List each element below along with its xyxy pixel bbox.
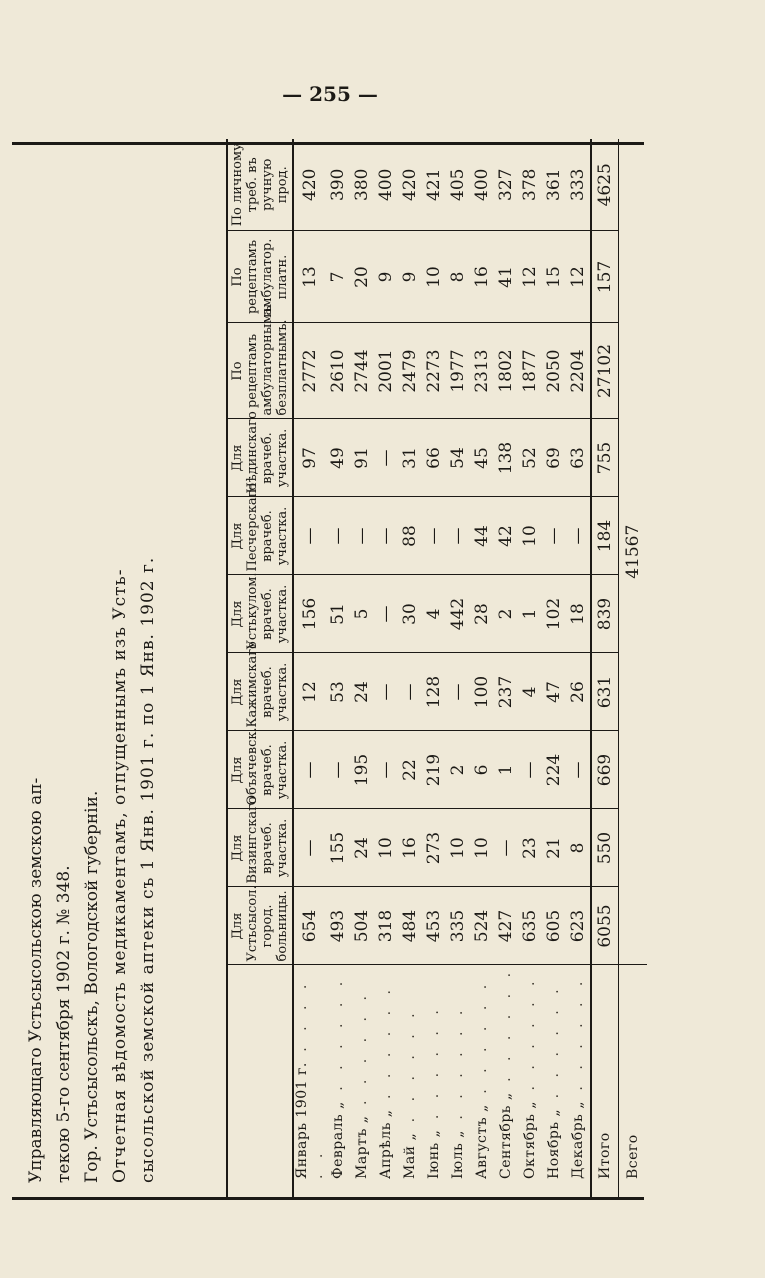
table-row [422, 139, 446, 1197]
value-cell: 9 [398, 231, 422, 323]
value-cell: — [566, 497, 591, 575]
value-cell: 10 [374, 809, 398, 887]
month-label: Декабрь „ [570, 1101, 586, 1179]
value-cell: 1977 [446, 323, 470, 419]
value-cell: 66 [422, 419, 446, 497]
column-header: Для Песчерскаго врачеб. участка. [228, 497, 293, 575]
value-cell: 28 [470, 575, 494, 653]
table-header-row [228, 139, 293, 1197]
value-cell: 24 [350, 809, 374, 887]
value-cell: 31 [398, 419, 422, 497]
value-cell: 361 [542, 139, 566, 231]
value-cell: 10 [518, 497, 542, 575]
grand-total-row [619, 139, 648, 1197]
value-cell: 22 [398, 731, 422, 809]
value-cell: — [446, 653, 470, 731]
value-cell: 400 [470, 139, 494, 231]
value-cell: 47 [542, 653, 566, 731]
column-header: Для Нѣдинскаго врачеб. участка. [228, 419, 293, 497]
month-cell [470, 965, 494, 1197]
value-cell: 16 [470, 231, 494, 323]
month-label: Сентябрь „ [498, 1092, 514, 1179]
month-label: Октябрь „ [522, 1100, 538, 1179]
value-cell: 54 [446, 419, 470, 497]
table-row [566, 139, 591, 1197]
month-cell [326, 965, 350, 1197]
header-line-5: сысольской земской аптеки съ 1 Янв. 1901 г. по 1 Янв. 1902 г. [138, 556, 158, 1183]
month-cell [293, 965, 326, 1197]
value-cell: — [350, 497, 374, 575]
month-cell [398, 965, 422, 1197]
value-cell: 63 [566, 419, 591, 497]
value-cell: 100 [470, 653, 494, 731]
column-header: По рецептамъ амбулатор. платн. [228, 231, 293, 323]
table-body [293, 139, 647, 1197]
value-cell: 18 [566, 575, 591, 653]
value-cell: 427 [494, 887, 518, 965]
value-cell: 13 [293, 231, 326, 323]
value-cell: — [374, 731, 398, 809]
value-cell: 195 [350, 731, 374, 809]
month-cell [374, 965, 398, 1197]
value-cell: — [494, 809, 518, 887]
leader-dots: . . . . . . [354, 990, 370, 1116]
value-cell: 420 [398, 139, 422, 231]
month-cell [566, 965, 591, 1197]
value-cell: — [566, 731, 591, 809]
month-label: Іюнь „ [426, 1129, 442, 1179]
column-header: По рецептамъ амбулаторнымъ безплатнымъ. [228, 323, 293, 419]
value-cell: 237 [494, 653, 518, 731]
value-cell: — [374, 419, 398, 497]
value-cell: 42 [494, 497, 518, 575]
value-cell: 420 [293, 139, 326, 231]
column-header: Для Устькулом. врачеб. участка. [228, 575, 293, 653]
value-cell: 45 [470, 419, 494, 497]
value-cell: 97 [293, 419, 326, 497]
value-cell: 24 [350, 653, 374, 731]
value-cell: 4 [422, 575, 446, 653]
value-cell: 12 [566, 231, 591, 323]
value-cell: 453 [422, 887, 446, 965]
value-cell: 623 [566, 887, 591, 965]
month-label: Мартъ „ [354, 1115, 370, 1179]
value-cell: 2050 [542, 323, 566, 419]
value-cell: 2313 [470, 323, 494, 419]
leader-dots: . . . . . . [294, 978, 326, 1179]
leader-dots: . . . . . . [570, 975, 586, 1102]
total-label: Итого [591, 965, 619, 1197]
table-row [398, 139, 422, 1197]
header-line-1: Управляющаго Устьсысольскою земскою ап- [26, 777, 46, 1183]
value-cell: 7 [326, 231, 350, 323]
table-row [518, 139, 542, 1197]
value-cell: 128 [422, 653, 446, 731]
leader-dots: . . . . . . [426, 1004, 442, 1130]
table-row [293, 139, 326, 1197]
total-value-cell: 157 [591, 231, 619, 323]
value-cell: — [542, 497, 566, 575]
value-cell: 12 [293, 653, 326, 731]
column-header: По личному треб. въ ручную прод. [228, 139, 293, 231]
value-cell: 605 [542, 887, 566, 965]
value-cell: 224 [542, 731, 566, 809]
value-cell: 2 [494, 575, 518, 653]
table-row [350, 139, 374, 1197]
value-cell: — [374, 497, 398, 575]
month-label: Январь 1901 г. [294, 1062, 310, 1179]
value-cell: — [293, 497, 326, 575]
month-label: Апрѣль „ [378, 1109, 394, 1179]
table-row [374, 139, 398, 1197]
total-value-cell: 631 [591, 653, 619, 731]
value-cell: 69 [542, 419, 566, 497]
value-cell: 51 [326, 575, 350, 653]
value-cell: — [293, 731, 326, 809]
value-cell: 273 [422, 809, 446, 887]
value-cell: 2273 [422, 323, 446, 419]
value-cell: — [374, 575, 398, 653]
value-cell: 53 [326, 653, 350, 731]
value-cell: — [398, 653, 422, 731]
month-label: Февраль „ [330, 1101, 346, 1179]
medications-table [228, 139, 647, 1197]
value-cell: 327 [494, 139, 518, 231]
leader-dots: . . . . . . [402, 1007, 418, 1133]
value-cell: 23 [518, 809, 542, 887]
month-label: Августъ „ [474, 1104, 490, 1179]
value-cell: — [518, 731, 542, 809]
value-cell: 138 [494, 419, 518, 497]
value-cell: 1 [518, 575, 542, 653]
leader-dots: . . . . . . [450, 1004, 466, 1131]
value-cell: 318 [374, 887, 398, 965]
leader-dots: . . . . . . [546, 983, 562, 1109]
value-cell: — [422, 497, 446, 575]
value-cell: 12 [518, 231, 542, 323]
leader-dots: . . . . . . [378, 984, 394, 1110]
table-row [542, 139, 566, 1197]
value-cell: 44 [470, 497, 494, 575]
total-value-cell: 27102 [591, 323, 619, 419]
value-cell: 8 [446, 231, 470, 323]
month-cell [446, 965, 470, 1197]
value-cell: 219 [422, 731, 446, 809]
value-cell: 1802 [494, 323, 518, 419]
table-row [446, 139, 470, 1197]
column-header: Для Кажимскаго врачеб. участка. [228, 653, 293, 731]
value-cell: 390 [326, 139, 350, 231]
total-value-cell: 184 [591, 497, 619, 575]
value-cell: 1877 [518, 323, 542, 419]
total-value-cell: 669 [591, 731, 619, 809]
value-cell: — [293, 809, 326, 887]
value-cell: 155 [326, 809, 350, 887]
leader-dots: . . . . . . [498, 966, 514, 1093]
column-header: Для Устьсысол. город. больницы. [228, 887, 293, 965]
rotated-table-frame [12, 142, 644, 1200]
total-row [591, 139, 619, 1197]
value-cell: 5 [350, 575, 374, 653]
month-cell [542, 965, 566, 1197]
value-cell: 378 [518, 139, 542, 231]
value-cell: 41 [494, 231, 518, 323]
month-cell [494, 965, 518, 1197]
value-cell: 30 [398, 575, 422, 653]
value-cell: 442 [446, 575, 470, 653]
value-cell: — [374, 653, 398, 731]
total-value-cell: 839 [591, 575, 619, 653]
value-cell: 102 [542, 575, 566, 653]
header-line-4: Отчетная вѣдомость медикаментамъ, отпущеннымъ изъ Усть- [110, 568, 130, 1183]
value-cell: 21 [542, 809, 566, 887]
value-cell: 335 [446, 887, 470, 965]
value-cell: 635 [518, 887, 542, 965]
value-cell: 2204 [566, 323, 591, 419]
value-cell: 156 [293, 575, 326, 653]
value-cell: 6 [470, 731, 494, 809]
value-cell: 52 [518, 419, 542, 497]
value-cell: 26 [566, 653, 591, 731]
month-label: Май „ [402, 1132, 418, 1179]
leader-dots: . . . . . . [522, 975, 538, 1101]
month-cell [518, 965, 542, 1197]
value-cell: 10 [422, 231, 446, 323]
total-value-cell: 755 [591, 419, 619, 497]
header-line-3: Гор. Устьсысольскъ, Вологодской губерніи. [82, 790, 102, 1183]
grand-label: Всего [619, 965, 648, 1197]
month-label: Ноябрь „ [546, 1108, 562, 1179]
table-row [494, 139, 518, 1197]
value-cell: 1 [494, 731, 518, 809]
total-value-cell: 4625 [591, 139, 619, 231]
value-cell: 2479 [398, 323, 422, 419]
header-line-2: текою 5-го сентября 1902 г. № 348. [54, 865, 74, 1183]
header-month [228, 965, 293, 1197]
value-cell: 2744 [350, 323, 374, 419]
page-number: — 255 — [282, 82, 378, 106]
value-cell: 380 [350, 139, 374, 231]
month-label: Іюль „ [450, 1130, 466, 1179]
value-cell: 2 [446, 731, 470, 809]
leader-dots: . . . . . . [330, 975, 346, 1102]
leader-dots: . . . . . . [474, 978, 490, 1105]
total-value-cell: 6055 [591, 887, 619, 965]
value-cell: 333 [566, 139, 591, 231]
value-cell: 504 [350, 887, 374, 965]
value-cell: 493 [326, 887, 350, 965]
value-cell: 2001 [374, 323, 398, 419]
month-cell [422, 965, 446, 1197]
value-cell: 524 [470, 887, 494, 965]
value-cell: 49 [326, 419, 350, 497]
medications-table-wrap [226, 139, 644, 1197]
value-cell: 484 [398, 887, 422, 965]
value-cell: — [446, 497, 470, 575]
value-cell: 9 [374, 231, 398, 323]
value-cell: 16 [398, 809, 422, 887]
value-cell: 421 [422, 139, 446, 231]
value-cell: 2772 [293, 323, 326, 419]
value-cell: 2610 [326, 323, 350, 419]
column-header: Для Объячевск. врачеб. участка. [228, 731, 293, 809]
value-cell: 10 [446, 809, 470, 887]
document-header [12, 139, 226, 1197]
value-cell: 88 [398, 497, 422, 575]
value-cell: 10 [470, 809, 494, 887]
value-cell: 654 [293, 887, 326, 965]
table-row [470, 139, 494, 1197]
value-cell: 8 [566, 809, 591, 887]
value-cell: 4 [518, 653, 542, 731]
value-cell: — [326, 497, 350, 575]
value-cell: 15 [542, 231, 566, 323]
value-cell: 400 [374, 139, 398, 231]
value-cell: 20 [350, 231, 374, 323]
column-header: Для Визингскаго врачеб. участка. [228, 809, 293, 887]
value-cell: — [326, 731, 350, 809]
value-cell: 91 [350, 419, 374, 497]
total-value-cell: 550 [591, 809, 619, 887]
table-row [326, 139, 350, 1197]
value-cell: 405 [446, 139, 470, 231]
grand-value: 41567 [619, 139, 648, 965]
month-cell [350, 965, 374, 1197]
